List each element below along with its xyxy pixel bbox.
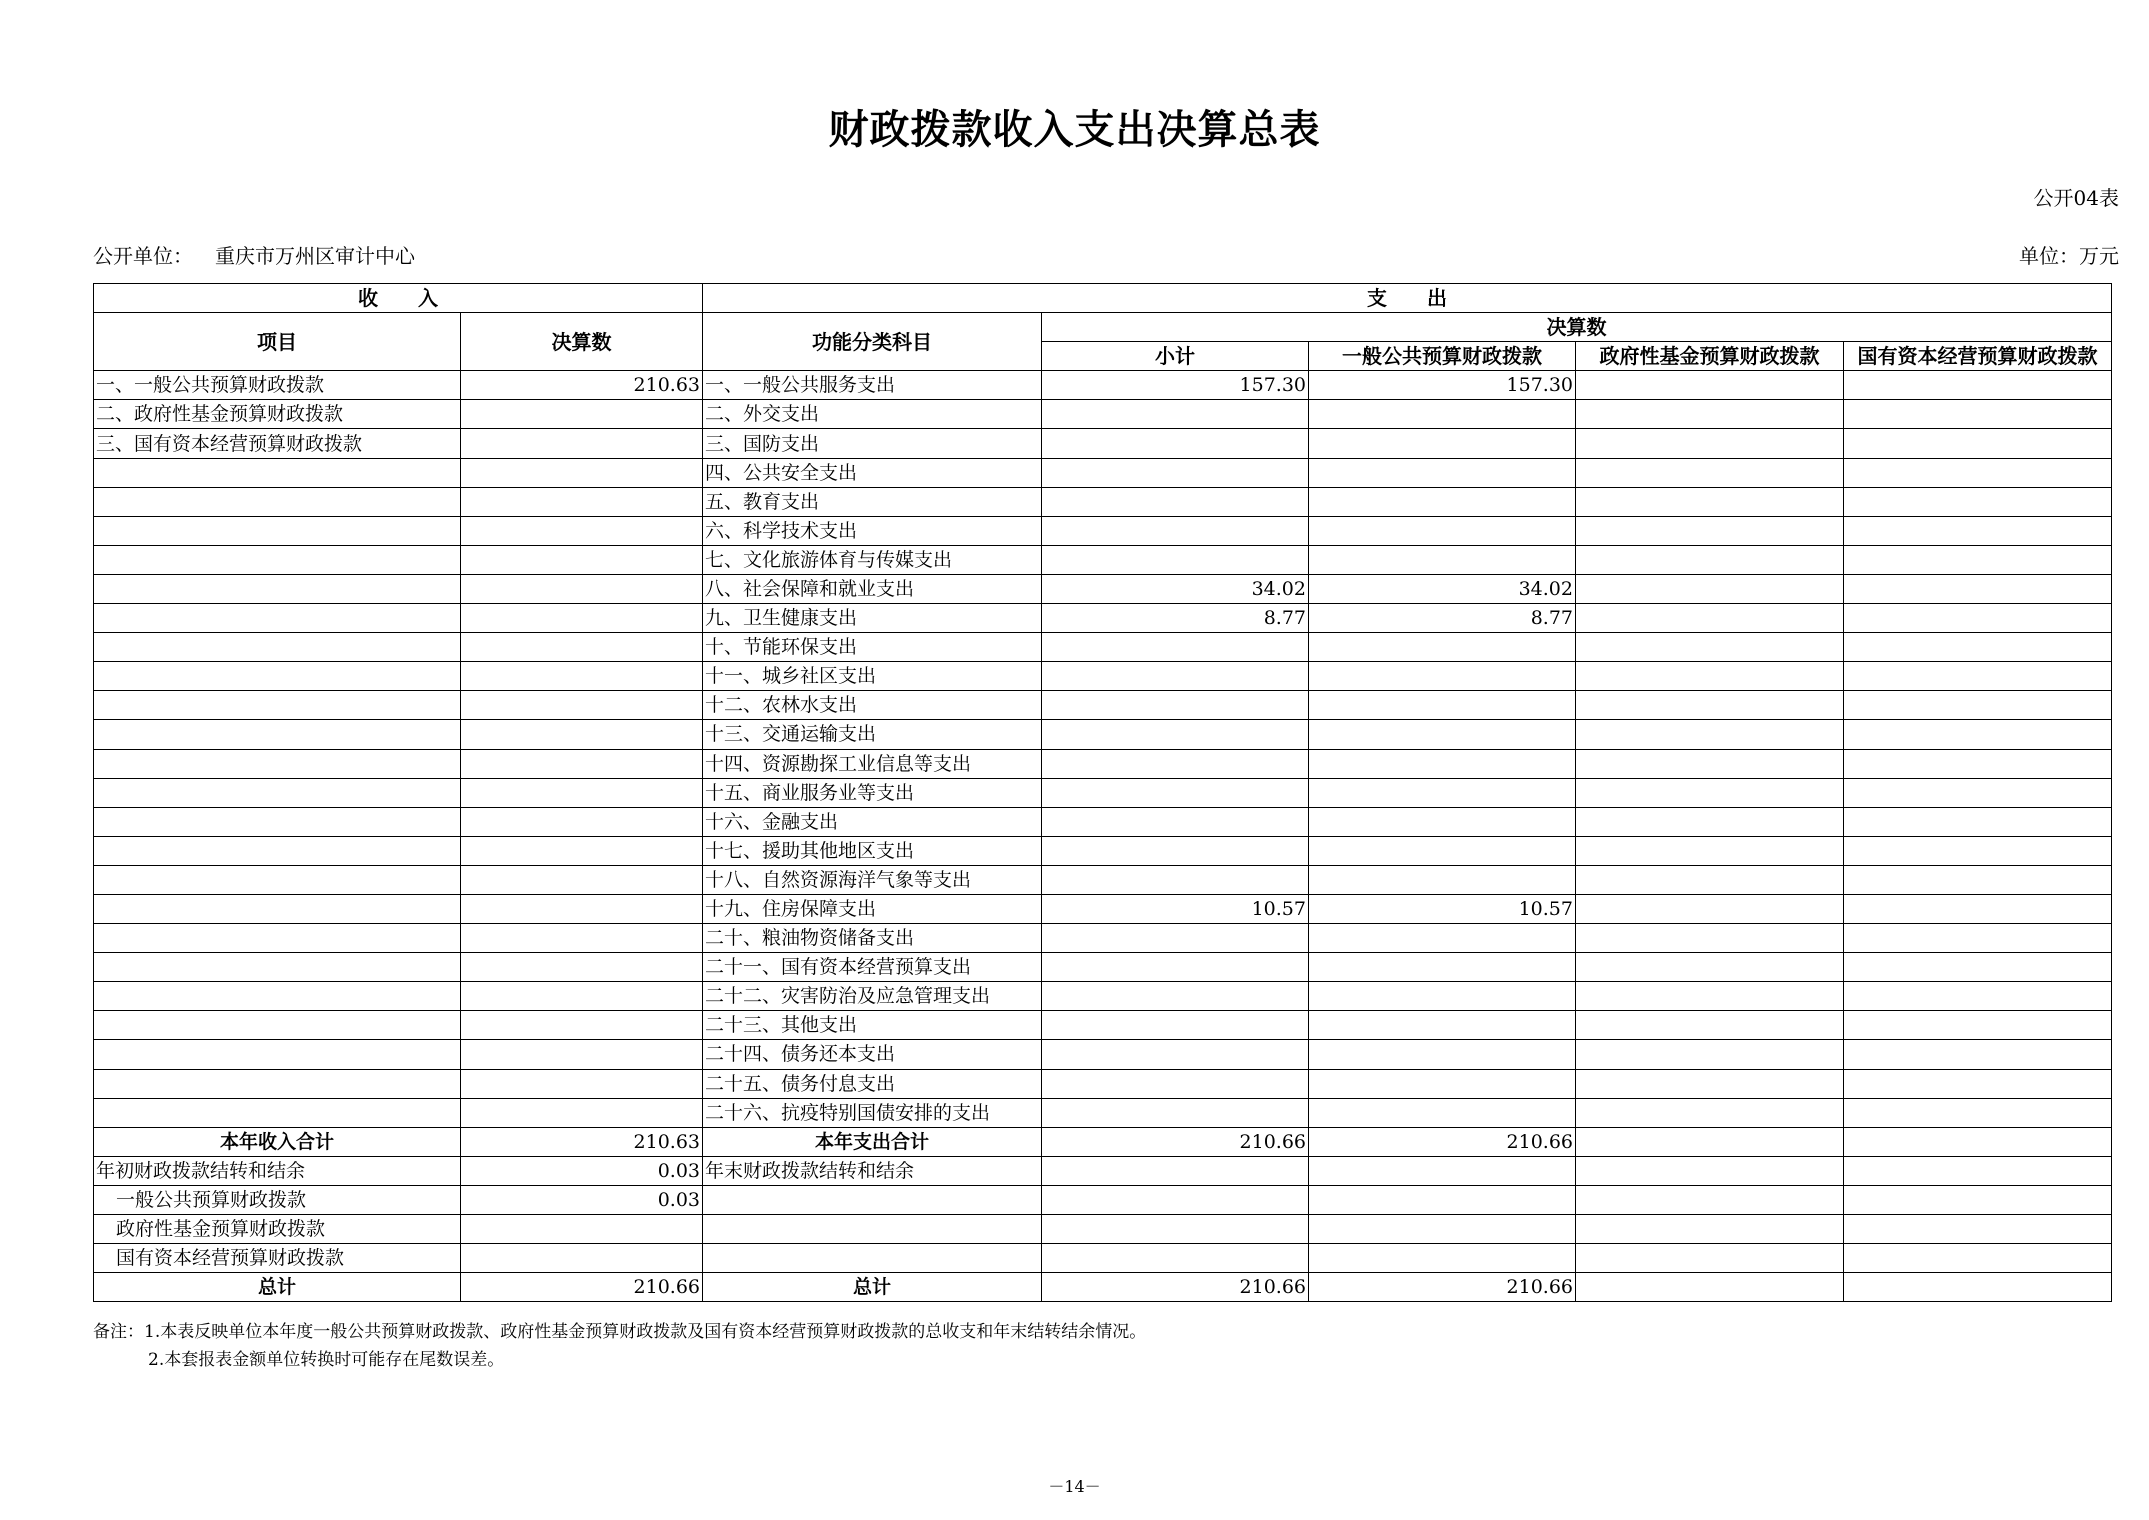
carry-begin-label: 年初财政拨款结转和结余 xyxy=(94,1156,461,1185)
table-row xyxy=(94,778,2112,807)
income-item xyxy=(94,836,461,865)
expense-gov-fund xyxy=(1576,400,1844,429)
expense-state-capital xyxy=(1844,400,2112,429)
expense-general xyxy=(1309,807,1576,836)
income-amount xyxy=(461,953,703,982)
expense-gov-fund xyxy=(1576,924,1844,953)
year-income-total-label: 本年收入合计 xyxy=(94,1127,461,1156)
cell-empty xyxy=(1042,1244,1309,1273)
carry-gov-fund-label: 政府性基金预算财政拨款 xyxy=(94,1215,461,1244)
expense-category: 十、节能环保支出 xyxy=(703,633,1042,662)
expense-state-capital xyxy=(1844,720,2112,749)
income-amount xyxy=(461,545,703,574)
carry-state-capital-row xyxy=(94,1244,2112,1273)
income-item xyxy=(94,720,461,749)
item-header: 项目 xyxy=(94,313,461,371)
currency-unit: 单位：万元 xyxy=(2019,244,2119,268)
subtotal-header: 小计 xyxy=(1042,342,1309,371)
income-amount xyxy=(461,1098,703,1127)
expense-gov-fund xyxy=(1576,778,1844,807)
cell-empty xyxy=(1576,1185,1844,1214)
expense-general xyxy=(1309,1011,1576,1040)
carry-end-label: 年末财政拨款结转和结余 xyxy=(703,1156,1042,1185)
expense-gov-fund xyxy=(1576,691,1844,720)
grand-expense-total-label: 总计 xyxy=(703,1273,1042,1302)
income-amount xyxy=(461,516,703,545)
expense-subtotal xyxy=(1042,662,1309,691)
expense-category: 八、社会保障和就业支出 xyxy=(703,574,1042,603)
final-header: 决算数 xyxy=(1042,313,2112,342)
table-row xyxy=(94,400,2112,429)
income-item xyxy=(94,633,461,662)
income-item xyxy=(94,982,461,1011)
expense-general xyxy=(1309,487,1576,516)
expense-subtotal xyxy=(1042,1069,1309,1098)
expense-general xyxy=(1309,429,1576,458)
cell-empty xyxy=(703,1185,1042,1214)
income-item: 三、国有资本经营预算财政拨款 xyxy=(94,429,461,458)
expense-category: 十五、商业服务业等支出 xyxy=(703,778,1042,807)
cell-empty xyxy=(1576,1127,1844,1156)
expense-gov-fund xyxy=(1576,516,1844,545)
year-expense-total-label: 本年支出合计 xyxy=(703,1127,1042,1156)
expense-subtotal: 157.30 xyxy=(1042,371,1309,400)
expense-state-capital xyxy=(1844,633,2112,662)
income-item: 二、政府性基金预算财政拨款 xyxy=(94,400,461,429)
expense-subtotal xyxy=(1042,691,1309,720)
table-row xyxy=(94,1098,2112,1127)
general-header: 一般公共预算财政拨款 xyxy=(1309,342,1576,371)
income-amount xyxy=(461,429,703,458)
expense-state-capital xyxy=(1844,429,2112,458)
expense-gov-fund xyxy=(1576,429,1844,458)
gov-fund-header: 政府性基金预算财政拨款 xyxy=(1576,342,1844,371)
table-row xyxy=(94,1011,2112,1040)
expense-general xyxy=(1309,749,1576,778)
income-item xyxy=(94,807,461,836)
grand-income-total-label: 总计 xyxy=(94,1273,461,1302)
cell-empty xyxy=(1844,1244,2112,1273)
expense-category: 二十六、抗疫特别国债安排的支出 xyxy=(703,1098,1042,1127)
expense-general xyxy=(1309,516,1576,545)
expense-subtotal xyxy=(1042,458,1309,487)
cell-empty xyxy=(1576,1273,1844,1302)
expense-category: 一、一般公共服务支出 xyxy=(703,371,1042,400)
expense-category: 十九、住房保障支出 xyxy=(703,894,1042,923)
income-item: 一、一般公共预算财政拨款 xyxy=(94,371,461,400)
expense-gov-fund xyxy=(1576,1040,1844,1069)
table-row xyxy=(94,749,2112,778)
table-row xyxy=(94,574,2112,603)
income-item xyxy=(94,662,461,691)
income-amount xyxy=(461,691,703,720)
grand-expense-subtotal: 210.66 xyxy=(1042,1273,1309,1302)
expense-state-capital xyxy=(1844,778,2112,807)
expense-subtotal xyxy=(1042,836,1309,865)
income-amount xyxy=(461,720,703,749)
cell-empty xyxy=(1042,1156,1309,1185)
category-header: 功能分类科目 xyxy=(703,313,1042,371)
cell-empty xyxy=(1042,1215,1309,1244)
expense-gov-fund xyxy=(1576,545,1844,574)
cell-empty xyxy=(1576,1244,1844,1273)
year-expense-general: 210.66 xyxy=(1309,1127,1576,1156)
expense-general xyxy=(1309,691,1576,720)
expense-category: 十八、自然资源海洋气象等支出 xyxy=(703,865,1042,894)
income-item xyxy=(94,545,461,574)
expense-subtotal xyxy=(1042,487,1309,516)
expense-state-capital xyxy=(1844,574,2112,603)
expense-category: 二十、粮油物资储备支出 xyxy=(703,924,1042,953)
income-item xyxy=(94,604,461,633)
expense-state-capital xyxy=(1844,516,2112,545)
table-row xyxy=(94,1069,2112,1098)
expense-general xyxy=(1309,836,1576,865)
expense-gov-fund xyxy=(1576,1069,1844,1098)
expense-general xyxy=(1309,982,1576,1011)
table-row xyxy=(94,458,2112,487)
expense-general xyxy=(1309,662,1576,691)
expense-gov-fund xyxy=(1576,487,1844,516)
cell-empty xyxy=(461,1215,703,1244)
expense-general: 157.30 xyxy=(1309,371,1576,400)
cell-empty xyxy=(1309,1244,1576,1273)
grand-total-row xyxy=(94,1273,2112,1302)
expense-gov-fund xyxy=(1576,574,1844,603)
expense-general xyxy=(1309,778,1576,807)
expense-subtotal xyxy=(1042,1040,1309,1069)
income-item xyxy=(94,1011,461,1040)
note-2: 2.本套报表金额单位转换时可能存在尾数误差。 xyxy=(148,1350,505,1370)
expense-category: 二十一、国有资本经营预算支出 xyxy=(703,953,1042,982)
expense-general xyxy=(1309,1069,1576,1098)
income-item xyxy=(94,953,461,982)
year-income-total-amount: 210.63 xyxy=(461,1127,703,1156)
table-row xyxy=(94,604,2112,633)
expense-state-capital xyxy=(1844,924,2112,953)
income-item xyxy=(94,778,461,807)
carry-state-capital-label: 国有资本经营预算财政拨款 xyxy=(94,1244,461,1273)
expense-gov-fund xyxy=(1576,371,1844,400)
table-row xyxy=(94,836,2112,865)
expense-subtotal xyxy=(1042,749,1309,778)
income-amount xyxy=(461,400,703,429)
cell-empty xyxy=(1844,1215,2112,1244)
page-title: 财政拨款收入支出决算总表 xyxy=(828,107,1321,153)
grand-expense-general: 210.66 xyxy=(1309,1273,1576,1302)
expense-state-capital xyxy=(1844,1069,2112,1098)
income-amount xyxy=(461,749,703,778)
table-row xyxy=(94,633,2112,662)
expense-general: 10.57 xyxy=(1309,894,1576,923)
amount-header: 决算数 xyxy=(461,313,703,371)
expense-category: 五、教育支出 xyxy=(703,487,1042,516)
income-amount xyxy=(461,982,703,1011)
expense-subtotal: 10.57 xyxy=(1042,894,1309,923)
carry-begin-row xyxy=(94,1156,2112,1185)
expense-state-capital xyxy=(1844,894,2112,923)
expense-general xyxy=(1309,633,1576,662)
expense-subtotal xyxy=(1042,865,1309,894)
cell-empty xyxy=(461,1244,703,1273)
table-row xyxy=(94,807,2112,836)
income-amount xyxy=(461,894,703,923)
note-1: 备注：1.本表反映单位本年度一般公共预算财政拨款、政府性基金预算财政拨款及国有资本经营预算财政拨款的总收支和年末结转结余情况。 xyxy=(93,1322,1147,1342)
income-amount xyxy=(461,836,703,865)
expense-gov-fund xyxy=(1576,604,1844,633)
expense-subtotal xyxy=(1042,720,1309,749)
expense-state-capital xyxy=(1844,458,2112,487)
expense-general xyxy=(1309,1098,1576,1127)
form-number: 公开04表 xyxy=(2033,186,2119,210)
state-capital-header: 国有资本经营预算财政拨款 xyxy=(1844,342,2112,371)
expense-subtotal xyxy=(1042,545,1309,574)
expense-subtotal xyxy=(1042,400,1309,429)
header-row-1 xyxy=(94,284,2112,313)
expense-gov-fund xyxy=(1576,836,1844,865)
income-item xyxy=(94,865,461,894)
expense-gov-fund xyxy=(1576,662,1844,691)
expense-category: 四、公共安全支出 xyxy=(703,458,1042,487)
expense-state-capital xyxy=(1844,691,2112,720)
expense-state-capital xyxy=(1844,662,2112,691)
carry-begin-amount: 0.03 xyxy=(461,1156,703,1185)
carry-general-row xyxy=(94,1185,2112,1214)
expense-category: 十一、城乡社区支出 xyxy=(703,662,1042,691)
cell-empty xyxy=(1576,1156,1844,1185)
expense-category: 二十二、灾害防治及应急管理支出 xyxy=(703,982,1042,1011)
expense-gov-fund xyxy=(1576,807,1844,836)
expense-general xyxy=(1309,545,1576,574)
carry-gov-fund-row xyxy=(94,1215,2112,1244)
income-amount xyxy=(461,574,703,603)
cell-empty xyxy=(1309,1156,1576,1185)
reporting-unit xyxy=(93,240,415,269)
income-item xyxy=(94,691,461,720)
cell-empty xyxy=(703,1215,1042,1244)
income-item xyxy=(94,458,461,487)
expense-header: 支 出 xyxy=(703,284,2112,313)
expense-general xyxy=(1309,865,1576,894)
expense-state-capital xyxy=(1844,487,2112,516)
expense-state-capital xyxy=(1844,865,2112,894)
expense-category: 十二、农林水支出 xyxy=(703,691,1042,720)
cell-empty xyxy=(1844,1156,2112,1185)
income-amount xyxy=(461,604,703,633)
cell-empty xyxy=(1042,1185,1309,1214)
income-amount xyxy=(461,633,703,662)
expense-state-capital xyxy=(1844,807,2112,836)
expense-gov-fund xyxy=(1576,1098,1844,1127)
cell-empty xyxy=(1309,1185,1576,1214)
expense-category: 二十五、债务付息支出 xyxy=(703,1069,1042,1098)
expense-subtotal xyxy=(1042,633,1309,662)
income-amount xyxy=(461,1069,703,1098)
table-row xyxy=(94,516,2112,545)
expense-subtotal xyxy=(1042,953,1309,982)
income-amount: 210.63 xyxy=(461,371,703,400)
expense-category: 十三、交通运输支出 xyxy=(703,720,1042,749)
expense-gov-fund xyxy=(1576,633,1844,662)
reporting-unit-label: 公开单位： xyxy=(93,244,193,268)
table-row xyxy=(94,720,2112,749)
income-item xyxy=(94,924,461,953)
table-row xyxy=(94,662,2112,691)
expense-general xyxy=(1309,924,1576,953)
expense-gov-fund xyxy=(1576,458,1844,487)
expense-category: 十四、资源勘探工业信息等支出 xyxy=(703,749,1042,778)
expense-subtotal: 34.02 xyxy=(1042,574,1309,603)
income-amount xyxy=(461,662,703,691)
table-row xyxy=(94,691,2112,720)
cell-empty xyxy=(1309,1215,1576,1244)
expense-gov-fund xyxy=(1576,982,1844,1011)
grand-income-total-amount: 210.66 xyxy=(461,1273,703,1302)
expense-general xyxy=(1309,1040,1576,1069)
expense-gov-fund xyxy=(1576,953,1844,982)
income-amount xyxy=(461,924,703,953)
expense-category: 十六、金融支出 xyxy=(703,807,1042,836)
expense-subtotal xyxy=(1042,1098,1309,1127)
year-total-row xyxy=(94,1127,2112,1156)
expense-state-capital xyxy=(1844,982,2112,1011)
income-amount xyxy=(461,1011,703,1040)
expense-subtotal xyxy=(1042,516,1309,545)
expense-state-capital xyxy=(1844,749,2112,778)
expense-category: 三、国防支出 xyxy=(703,429,1042,458)
income-item xyxy=(94,574,461,603)
expense-general xyxy=(1309,953,1576,982)
expense-state-capital xyxy=(1844,1040,2112,1069)
cell-empty xyxy=(1844,1185,2112,1214)
expense-category: 二十三、其他支出 xyxy=(703,1011,1042,1040)
income-amount xyxy=(461,487,703,516)
year-expense-subtotal: 210.66 xyxy=(1042,1127,1309,1156)
income-item xyxy=(94,1098,461,1127)
table-row xyxy=(94,865,2112,894)
cell-empty xyxy=(1844,1127,2112,1156)
expense-state-capital xyxy=(1844,1011,2112,1040)
table-row xyxy=(94,953,2112,982)
page-number: －14－ xyxy=(1048,1477,1101,1496)
expense-subtotal xyxy=(1042,1011,1309,1040)
expense-gov-fund xyxy=(1576,865,1844,894)
expense-subtotal xyxy=(1042,982,1309,1011)
income-amount xyxy=(461,807,703,836)
table-row xyxy=(94,429,2112,458)
expense-category: 七、文化旅游体育与传媒支出 xyxy=(703,545,1042,574)
reporting-unit-name: 重庆市万州区审计中心 xyxy=(215,244,415,268)
cell-empty xyxy=(703,1244,1042,1273)
income-amount xyxy=(461,1040,703,1069)
notes xyxy=(93,1318,1146,1374)
expense-category: 九、卫生健康支出 xyxy=(703,604,1042,633)
expense-gov-fund xyxy=(1576,894,1844,923)
expense-subtotal xyxy=(1042,924,1309,953)
expense-category: 六、科学技术支出 xyxy=(703,516,1042,545)
expense-general xyxy=(1309,400,1576,429)
expense-general: 34.02 xyxy=(1309,574,1576,603)
table-row xyxy=(94,371,2112,400)
income-amount xyxy=(461,778,703,807)
expense-state-capital xyxy=(1844,836,2112,865)
expense-gov-fund xyxy=(1576,749,1844,778)
expense-state-capital xyxy=(1844,1098,2112,1127)
income-item xyxy=(94,1040,461,1069)
cell-empty xyxy=(1844,1273,2112,1302)
income-item xyxy=(94,516,461,545)
budget-table xyxy=(93,283,2112,1302)
expense-state-capital xyxy=(1844,953,2112,982)
table-row xyxy=(94,545,2112,574)
expense-state-capital xyxy=(1844,604,2112,633)
expense-category: 二、外交支出 xyxy=(703,400,1042,429)
expense-gov-fund xyxy=(1576,1011,1844,1040)
cell-empty xyxy=(1576,1215,1844,1244)
income-amount xyxy=(461,865,703,894)
expense-subtotal xyxy=(1042,429,1309,458)
income-item xyxy=(94,487,461,516)
header-row-2 xyxy=(94,313,2112,342)
carry-general-amount: 0.03 xyxy=(461,1185,703,1214)
expense-subtotal xyxy=(1042,778,1309,807)
income-header: 收 入 xyxy=(94,284,703,313)
expense-category: 二十四、债务还本支出 xyxy=(703,1040,1042,1069)
table-row xyxy=(94,894,2112,923)
expense-state-capital xyxy=(1844,545,2112,574)
table-row xyxy=(94,982,2112,1011)
income-item xyxy=(94,1069,461,1098)
income-item xyxy=(94,894,461,923)
expense-general: 8.77 xyxy=(1309,604,1576,633)
expense-general xyxy=(1309,458,1576,487)
expense-subtotal: 8.77 xyxy=(1042,604,1309,633)
income-amount xyxy=(461,458,703,487)
table-row xyxy=(94,1040,2112,1069)
expense-state-capital xyxy=(1844,371,2112,400)
expense-gov-fund xyxy=(1576,720,1844,749)
expense-general xyxy=(1309,720,1576,749)
expense-category: 十七、援助其他地区支出 xyxy=(703,836,1042,865)
table-row xyxy=(94,924,2112,953)
carry-general-label: 一般公共预算财政拨款 xyxy=(94,1185,461,1214)
income-item xyxy=(94,749,461,778)
expense-subtotal xyxy=(1042,807,1309,836)
table-row xyxy=(94,487,2112,516)
